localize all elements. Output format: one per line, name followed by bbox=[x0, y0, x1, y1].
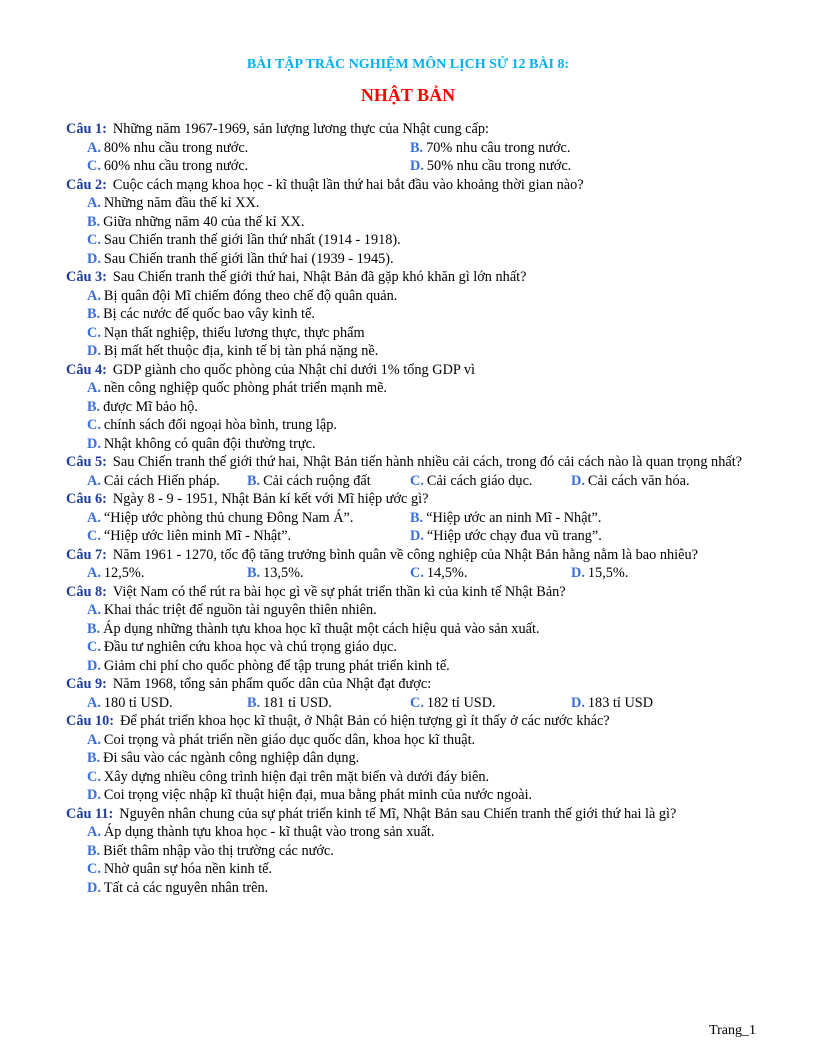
answer-options bbox=[66, 472, 756, 491]
option-row bbox=[87, 435, 756, 454]
answer-option-d[interactable] bbox=[87, 250, 756, 269]
option-letter: C. bbox=[87, 861, 101, 877]
answer-options bbox=[66, 823, 756, 897]
option-row bbox=[87, 509, 756, 528]
question-stem bbox=[66, 361, 756, 380]
option-text: 15,5%. bbox=[587, 565, 629, 581]
option-text: Sau Chiến tranh thế giới lần thứ hai (1939 - 1945). bbox=[103, 250, 394, 267]
option-letter: B. bbox=[247, 472, 261, 489]
question-text: Ngày 8 - 9 - 1951, Nhật Bản kí kết với Mĩ hiệp ước gì? bbox=[112, 491, 429, 507]
answer-option-d[interactable] bbox=[87, 786, 756, 805]
option-text: nền công nghiệp quốc phòng phát triển mạnh mẽ. bbox=[103, 380, 387, 396]
option-text: chính sách đối ngoại hòa bình, trung lập. bbox=[103, 417, 337, 433]
option-text: 181 tỉ USD. bbox=[263, 694, 332, 711]
option-text: 70% nhu câu trong nước. bbox=[426, 139, 571, 156]
question-text: Sau Chiến tranh thế giới thứ hai, Nhật Bản tiến hành nhiều cải cách, trong đó cải cách nào là quan trọng nhất? bbox=[112, 454, 743, 470]
option-text: 13,5%. bbox=[263, 565, 304, 581]
option-letter: B. bbox=[87, 842, 101, 859]
option-text: được Mĩ bảo hộ. bbox=[103, 398, 198, 415]
option-row bbox=[87, 694, 756, 713]
option-text: Áp dụng những thành tựu khoa học kĩ thuật một cách hiệu quả vào sản xuất. bbox=[103, 620, 540, 637]
option-letter: C. bbox=[87, 232, 101, 248]
question-stem bbox=[66, 583, 756, 602]
option-letter: A. bbox=[87, 472, 101, 489]
option-row bbox=[87, 287, 756, 306]
option-letter: D. bbox=[410, 528, 424, 544]
option-row bbox=[87, 194, 756, 213]
option-row bbox=[87, 786, 756, 805]
option-row bbox=[87, 305, 756, 324]
option-letter: C. bbox=[87, 158, 101, 174]
option-text: Nhờ quân sự hóa nền kinh tế. bbox=[103, 861, 273, 877]
question-label: Câu 9: bbox=[66, 676, 107, 692]
question-1 bbox=[66, 120, 756, 176]
page-footer: Trang_1 bbox=[709, 1023, 756, 1038]
option-letter: D. bbox=[87, 343, 101, 359]
answer-option-b[interactable] bbox=[87, 213, 756, 232]
question-4 bbox=[66, 361, 756, 454]
option-text: Coi trọng việc nhập kĩ thuật hiện đại, mua bằng phát minh của nước ngoài. bbox=[103, 787, 533, 803]
option-text: Coi trọng và phát triển nền giáo dục quốc dân, khoa học kĩ thuật. bbox=[103, 731, 476, 748]
answer-option-a[interactable] bbox=[87, 823, 756, 842]
answer-option-d[interactable] bbox=[571, 472, 690, 491]
option-letter: A. bbox=[87, 602, 101, 618]
question-stem bbox=[66, 490, 756, 509]
option-text: Cải cách văn hóa. bbox=[587, 472, 690, 489]
answer-option-c[interactable] bbox=[87, 768, 756, 787]
option-row bbox=[87, 342, 756, 361]
question-text: Sau Chiến tranh thế giới thứ hai, Nhật Bản đã gặp khó khăn gì lớn nhất? bbox=[112, 269, 527, 285]
option-text: Đầu tư nghiên cứu khoa học và chú trọng giáo dục. bbox=[103, 639, 397, 655]
option-text: Nạn thất nghiệp, thiếu lương thực, thực phẩm bbox=[103, 324, 365, 341]
option-letter: B. bbox=[87, 306, 101, 322]
option-row bbox=[87, 620, 756, 639]
option-text: Giữa những năm 40 của thế kỉ XX. bbox=[103, 213, 305, 230]
answer-option-c[interactable] bbox=[87, 324, 756, 343]
question-8 bbox=[66, 583, 756, 676]
answer-option-b[interactable] bbox=[247, 472, 410, 491]
question-label: Câu 2: bbox=[66, 176, 107, 193]
option-row bbox=[87, 324, 756, 343]
option-letter: D. bbox=[571, 472, 585, 489]
option-text: Áp dụng thành tựu khoa học - kĩ thuật vào trong sản xuất. bbox=[103, 824, 435, 840]
question-text: Năm 1961 - 1270, tốc độ tăng trưởng bình quân về công nghiệp của Nhật Bản hằng nằm là bao nhiêu? bbox=[112, 546, 698, 563]
question-label: Câu 6: bbox=[66, 491, 107, 507]
answer-options bbox=[66, 287, 756, 361]
option-text: Cải cách ruộng đất bbox=[263, 472, 371, 489]
option-row bbox=[87, 157, 756, 176]
question-label: Câu 10: bbox=[66, 713, 115, 729]
question-stem bbox=[66, 805, 756, 824]
option-letter: D. bbox=[571, 565, 585, 581]
option-text: “Hiệp ước liên minh Mĩ - Nhật”. bbox=[103, 528, 292, 544]
option-letter: B. bbox=[87, 213, 101, 230]
option-row bbox=[87, 657, 756, 676]
answer-option-d[interactable] bbox=[87, 879, 756, 898]
answer-option-a[interactable] bbox=[87, 509, 410, 528]
option-row bbox=[87, 601, 756, 620]
answer-option-b[interactable] bbox=[87, 842, 756, 861]
option-letter: B. bbox=[87, 620, 101, 637]
option-letter: A. bbox=[87, 139, 101, 156]
option-letter: B. bbox=[247, 694, 261, 711]
answer-option-a[interactable] bbox=[87, 694, 247, 713]
answer-option-c[interactable] bbox=[87, 527, 410, 546]
question-text: Cuộc cách mạng khoa học - kĩ thuật lần thứ hai bắt đầu vào khoảng thời gian nào? bbox=[112, 176, 584, 193]
option-text: 80% nhu cầu trong nước. bbox=[103, 139, 249, 156]
answer-options bbox=[66, 564, 756, 583]
option-row bbox=[87, 731, 756, 750]
option-letter: D. bbox=[87, 250, 101, 267]
option-row bbox=[87, 823, 756, 842]
question-text: GDP giành cho quốc phòng của Nhật chỉ dưới 1% tổng GDP vì bbox=[112, 361, 476, 378]
option-letter: D. bbox=[87, 435, 101, 452]
option-text: Khai thác triệt để nguồn tài nguyên thiên nhiên. bbox=[103, 602, 377, 618]
option-text: Giảm chi phí cho quốc phòng để tập trung phát triển kinh tế. bbox=[103, 657, 450, 674]
answer-options bbox=[66, 731, 756, 805]
answer-option-c[interactable] bbox=[87, 860, 756, 879]
answer-option-a[interactable] bbox=[87, 139, 410, 158]
question-text: Những năm 1967-1969, sản lượng lương thực của Nhật cung cấp: bbox=[112, 121, 489, 137]
answer-option-a[interactable] bbox=[87, 731, 756, 750]
option-letter: C. bbox=[87, 639, 101, 655]
answer-option-c[interactable] bbox=[87, 638, 756, 657]
option-text: 14,5%. bbox=[426, 565, 468, 581]
option-letter: A. bbox=[87, 731, 101, 748]
option-text: 183 tỉ USD bbox=[587, 694, 654, 711]
question-10 bbox=[66, 712, 756, 805]
option-text: “Hiệp ước chạy đua vũ trang”. bbox=[426, 528, 602, 544]
question-2 bbox=[66, 176, 756, 269]
question-stem bbox=[66, 268, 756, 287]
option-letter: B. bbox=[410, 139, 424, 156]
option-text: Bị quân đội Mĩ chiếm đóng theo chế độ quân quản. bbox=[103, 287, 398, 304]
answer-option-b[interactable] bbox=[247, 694, 410, 713]
answer-options bbox=[66, 194, 756, 268]
option-text: “Hiệp ước phòng thủ chung Đông Nam Á”. bbox=[103, 509, 354, 526]
question-label: Câu 5: bbox=[66, 454, 107, 470]
option-text: Cải cách giáo dục. bbox=[426, 472, 533, 489]
option-text: Cải cách Hiến pháp. bbox=[103, 472, 220, 489]
option-row bbox=[87, 527, 756, 546]
answer-option-a[interactable] bbox=[87, 472, 247, 491]
document-title: BÀI TẬP TRẮC NGHIỆM MÔN LỊCH SỬ 12 BÀI 8: bbox=[246, 57, 570, 72]
option-row bbox=[87, 564, 756, 583]
option-row bbox=[87, 379, 756, 398]
answer-option-d[interactable] bbox=[410, 527, 733, 546]
question-5 bbox=[66, 453, 756, 490]
answer-options bbox=[66, 509, 756, 546]
question-text: Năm 1968, tổng sản phẩm quốc dân của Nhật đạt được: bbox=[112, 676, 432, 692]
answer-options bbox=[66, 601, 756, 675]
answer-option-b[interactable] bbox=[87, 749, 756, 768]
option-letter: C. bbox=[87, 768, 101, 785]
question-label: Câu 11: bbox=[66, 805, 114, 822]
question-stem bbox=[66, 675, 756, 694]
option-letter: D. bbox=[87, 657, 101, 674]
option-letter: B. bbox=[87, 398, 101, 415]
answer-option-c[interactable] bbox=[410, 694, 571, 713]
answer-option-c[interactable] bbox=[87, 231, 756, 250]
question-label: Câu 4: bbox=[66, 361, 107, 378]
option-letter: D. bbox=[87, 879, 101, 896]
answer-options bbox=[66, 694, 756, 713]
option-text: 12,5%. bbox=[103, 565, 145, 581]
option-letter: A. bbox=[87, 694, 101, 711]
option-letter: D. bbox=[410, 158, 424, 174]
option-row bbox=[87, 768, 756, 787]
option-letter: A. bbox=[87, 824, 101, 840]
document-subtitle: NHẬT BẢN bbox=[360, 85, 456, 105]
answer-option-a[interactable] bbox=[87, 379, 756, 398]
option-letter: C. bbox=[87, 528, 101, 544]
option-text: 60% nhu cầu trong nước. bbox=[103, 158, 249, 174]
option-letter: A. bbox=[87, 195, 101, 211]
option-row bbox=[87, 213, 756, 232]
option-letter: A. bbox=[87, 565, 101, 581]
option-text: Đi sâu vào các ngành công nghiệp dân dụng. bbox=[103, 750, 360, 766]
question-6 bbox=[66, 490, 756, 546]
question-stem bbox=[66, 712, 756, 731]
answer-option-d[interactable] bbox=[571, 694, 756, 713]
answer-option-b[interactable] bbox=[87, 305, 756, 324]
option-text: “Hiệp ước an ninh Mĩ - Nhật”. bbox=[426, 509, 602, 526]
question-stem bbox=[66, 176, 756, 195]
option-letter: A. bbox=[87, 287, 101, 304]
question-11 bbox=[66, 805, 756, 898]
option-letter: A. bbox=[87, 380, 101, 396]
question-stem bbox=[66, 453, 756, 472]
option-text: Những năm đầu thế kỉ XX. bbox=[103, 195, 260, 211]
option-row bbox=[87, 842, 756, 861]
option-row bbox=[87, 472, 756, 491]
option-row bbox=[87, 250, 756, 269]
option-text: 50% nhu cầu trong nước. bbox=[426, 158, 572, 174]
answer-option-b[interactable] bbox=[410, 139, 733, 158]
option-row bbox=[87, 398, 756, 417]
option-text: Xây dựng nhiều công trình hiện đại trên mặt biển và dưới đáy biên. bbox=[103, 768, 490, 785]
question-9 bbox=[66, 675, 756, 712]
answer-option-c[interactable] bbox=[410, 472, 571, 491]
answer-option-d[interactable] bbox=[410, 157, 733, 176]
answer-options bbox=[66, 379, 756, 453]
option-row bbox=[87, 416, 756, 435]
option-row bbox=[87, 231, 756, 250]
option-text: 182 tỉ USD. bbox=[426, 694, 496, 711]
answer-option-b[interactable] bbox=[87, 398, 756, 417]
option-text: Nhật không có quân đội thường trực. bbox=[103, 435, 316, 452]
option-row bbox=[87, 749, 756, 768]
answer-option-a[interactable] bbox=[87, 287, 756, 306]
answer-options bbox=[66, 139, 756, 176]
question-label: Câu 7: bbox=[66, 546, 107, 563]
question-text: Nguyên nhân chung của sự phát triển kinh tế Mĩ, Nhật Bản sau Chiến tranh thế giới thứ hai là gì? bbox=[119, 805, 677, 822]
question-label: Câu 3: bbox=[66, 269, 107, 285]
question-stem bbox=[66, 546, 756, 565]
question-text: Việt Nam có thể rút ra bài học gì về sự phát triển thần kì của kinh tế Nhật Bản? bbox=[112, 583, 566, 600]
option-letter: C. bbox=[410, 472, 424, 489]
answer-option-b[interactable] bbox=[410, 509, 733, 528]
option-row bbox=[87, 139, 756, 158]
option-row bbox=[87, 638, 756, 657]
option-text: 180 tỉ USD. bbox=[103, 694, 173, 711]
answer-option-a[interactable] bbox=[87, 601, 756, 620]
answer-option-a[interactable] bbox=[87, 194, 756, 213]
option-letter: C. bbox=[410, 694, 424, 711]
question-text: Để phát triển khoa học kĩ thuật, ở Nhật Bản có hiện tượng gì ít thấy ở các nước khác? bbox=[120, 713, 610, 729]
question-3 bbox=[66, 268, 756, 361]
answer-option-b[interactable] bbox=[87, 620, 756, 639]
option-row bbox=[87, 860, 756, 879]
option-text: Bị mất hết thuộc địa, kinh tế bị tàn phá nặng nề. bbox=[103, 343, 379, 359]
answer-option-d[interactable] bbox=[87, 657, 756, 676]
option-text: Sau Chiến tranh thế giới lần thứ nhất (1914 - 1918). bbox=[103, 232, 401, 248]
option-letter: D. bbox=[571, 694, 585, 711]
option-letter: C. bbox=[410, 565, 424, 581]
question-stem bbox=[66, 120, 756, 139]
question-7 bbox=[66, 546, 756, 583]
option-letter: B. bbox=[410, 509, 424, 526]
option-row bbox=[87, 879, 756, 898]
answer-option-b[interactable] bbox=[247, 564, 410, 583]
answer-option-c[interactable] bbox=[410, 564, 571, 583]
answer-option-d[interactable] bbox=[87, 435, 756, 454]
option-letter: C. bbox=[87, 417, 101, 433]
question-list bbox=[66, 120, 756, 897]
answer-option-d[interactable] bbox=[571, 564, 756, 583]
question-label: Câu 1: bbox=[66, 121, 107, 137]
answer-option-c[interactable] bbox=[87, 157, 410, 176]
option-letter: D. bbox=[87, 787, 101, 803]
question-label: Câu 8: bbox=[66, 583, 107, 600]
option-letter: C. bbox=[87, 324, 101, 341]
answer-option-d[interactable] bbox=[87, 342, 756, 361]
answer-option-a[interactable] bbox=[87, 564, 247, 583]
option-text: Bị các nước đế quốc bao vây kinh tế. bbox=[103, 306, 315, 322]
option-letter: B. bbox=[247, 565, 261, 581]
answer-option-c[interactable] bbox=[87, 416, 756, 435]
option-letter: B. bbox=[87, 750, 101, 766]
option-text: Biết thâm nhập vào thị trường các nước. bbox=[103, 842, 334, 859]
option-text: Tất cả các nguyên nhân trên. bbox=[103, 879, 269, 896]
option-letter: A. bbox=[87, 509, 101, 526]
